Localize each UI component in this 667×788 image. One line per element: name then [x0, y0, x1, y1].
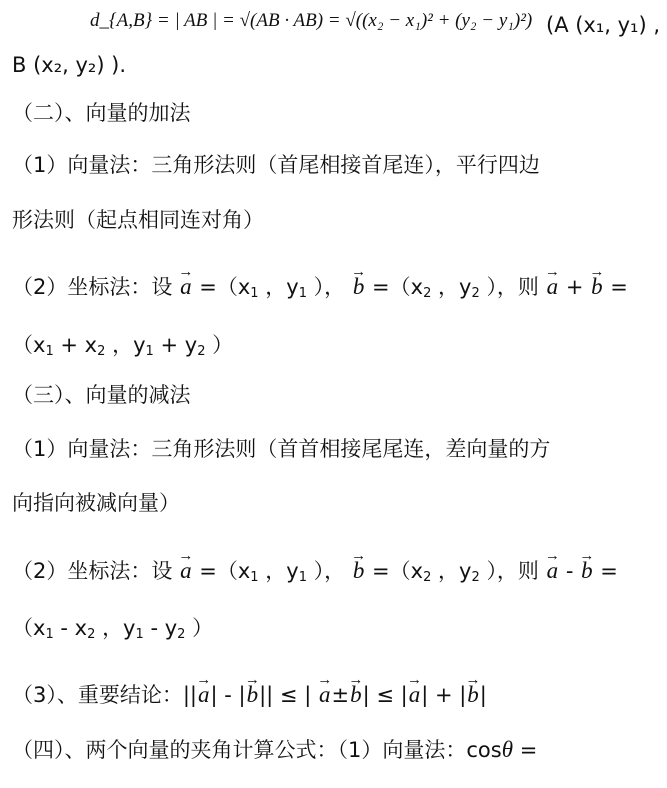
subtraction-result	[12, 613, 659, 650]
addition-coordinate-method	[12, 272, 659, 309]
heading-text: （四）、两个向量的夹角计算公式：（1）向量法：cos	[12, 738, 502, 762]
text: ，y	[265, 275, 299, 299]
text: （x	[12, 616, 46, 640]
addition-result	[12, 330, 659, 367]
paragraph-text: 向指向被减向量）	[12, 491, 180, 515]
subscript: 1	[145, 344, 154, 359]
vector-a: → a	[546, 272, 560, 302]
distance-formula: d_{A,B} = | AB | = √(AB · AB) = √((x₂ − x₁)² + (y₂ − y₁)²)	[90, 10, 533, 31]
text: + x	[60, 333, 98, 357]
text: ，y	[102, 616, 136, 640]
paragraph-text: （1）向量法：三角形法则（首首相接尾尾连，差向量的方	[12, 437, 551, 461]
vector-a: → a	[197, 680, 211, 710]
subscript: 1	[45, 344, 54, 359]
subscript: 1	[250, 570, 259, 585]
subscript: 1	[298, 286, 307, 301]
text: + y	[160, 333, 198, 357]
subscript: 1	[135, 627, 144, 642]
text: - x	[60, 616, 88, 640]
vector-b: → b	[349, 680, 363, 710]
text: （2）坐标法：设	[12, 559, 173, 583]
section-heading-angle	[12, 735, 659, 765]
vector-a: → a	[318, 680, 332, 710]
text: ），	[313, 559, 346, 583]
point-a-text: (A (x₁, y₁) ,	[546, 13, 661, 37]
text: | + |	[421, 683, 467, 707]
subscript: 1	[45, 627, 54, 642]
subscript: 2	[471, 570, 480, 585]
point-b-line	[12, 50, 659, 80]
subscript: 2	[177, 627, 186, 642]
text: ，y	[438, 275, 472, 299]
text: ），则	[486, 559, 539, 583]
text: ，y	[112, 333, 146, 357]
paragraph-text: （1）向量法：三角形法则（首尾相接首尾连），平行四边	[12, 153, 540, 177]
text: || ≤ |	[259, 683, 312, 707]
vector-b: → b	[352, 556, 366, 586]
section-heading-addition	[12, 98, 659, 128]
section-heading-subtraction	[12, 380, 659, 410]
subtraction-vector-method	[12, 434, 659, 464]
text: ）	[212, 333, 234, 357]
point-b-text: B (x₂, y₂) ).	[12, 53, 127, 77]
subscript: 2	[423, 570, 432, 585]
vector-a: → a	[179, 556, 193, 586]
text: ），则	[486, 275, 539, 299]
text: |	[479, 683, 487, 707]
text: - y	[150, 616, 178, 640]
theta-symbol: θ	[501, 737, 514, 762]
vector-b: → b	[580, 556, 594, 586]
subtraction-vector-method-cont	[12, 488, 659, 518]
text: ，y	[438, 559, 472, 583]
addition-vector-method	[12, 150, 659, 180]
vector-b: → b	[352, 272, 366, 302]
text: ，y	[265, 559, 299, 583]
text: ），	[313, 275, 346, 299]
subscript: 1	[298, 570, 307, 585]
subscript: 2	[197, 344, 206, 359]
text: =（x	[199, 275, 251, 299]
subscript: 2	[423, 286, 432, 301]
text: （3）、重要结论：||	[12, 683, 198, 707]
plus-minus-sign: ±	[331, 683, 350, 707]
subscript: 2	[471, 286, 480, 301]
subscript: 1	[250, 286, 259, 301]
text: =（x	[372, 275, 424, 299]
addition-vector-method-cont	[12, 205, 659, 235]
text: =（x	[199, 559, 251, 583]
text: | ≤ |	[362, 683, 408, 707]
important-conclusion	[12, 680, 659, 710]
heading-text: （三）、向量的减法	[12, 383, 191, 407]
equals-sign: =	[600, 559, 618, 583]
text: ）	[192, 616, 214, 640]
subscript: 2	[87, 627, 96, 642]
equals-sign: =	[610, 275, 628, 299]
equals-sign: =	[519, 738, 538, 762]
vector-a: → a	[546, 556, 560, 586]
subtraction-coordinate-method	[12, 556, 659, 593]
text: =（x	[372, 559, 424, 583]
plus-sign: +	[565, 275, 584, 299]
minus-sign: -	[565, 559, 574, 583]
subscript: 2	[97, 344, 106, 359]
vector-b: → b	[246, 680, 260, 710]
text: | - |	[210, 683, 246, 707]
vector-a: → a	[179, 272, 193, 302]
text: （2）坐标法：设	[12, 275, 173, 299]
text: （x	[12, 333, 46, 357]
heading-text: （二）、向量的加法	[12, 101, 191, 125]
vector-a: → a	[408, 680, 422, 710]
vector-b: → b	[590, 272, 604, 302]
vector-b: → b	[466, 680, 480, 710]
paragraph-text: 形法则（起点相同连对角）	[12, 208, 264, 232]
